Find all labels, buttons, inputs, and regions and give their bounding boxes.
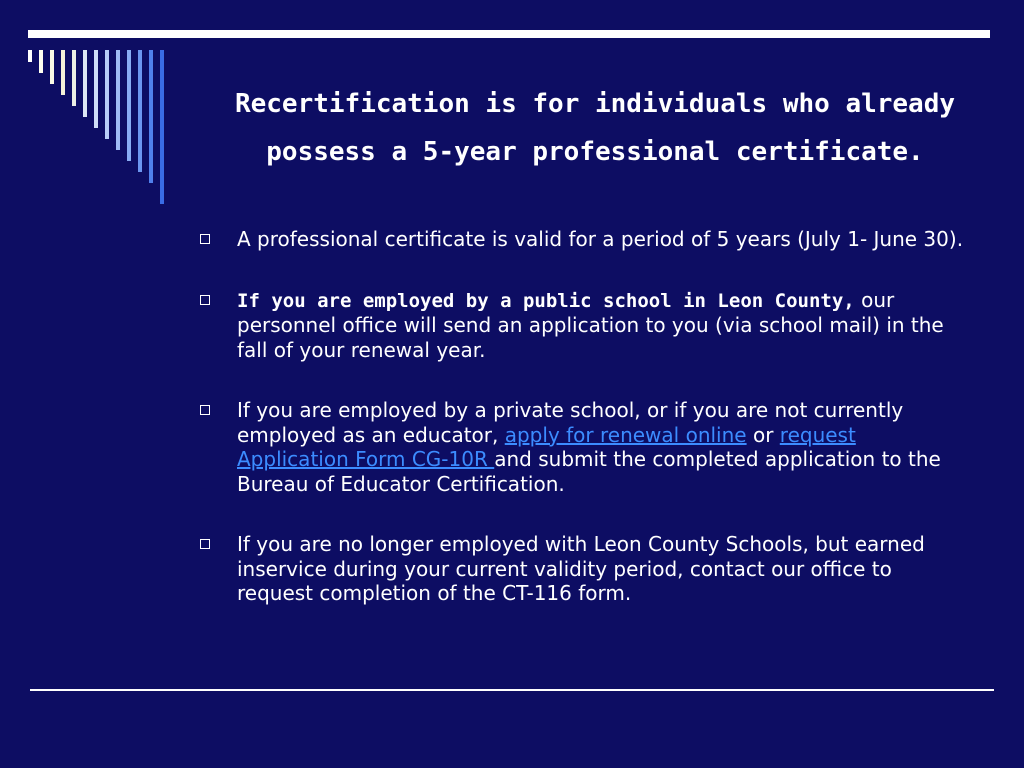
stripe [39,50,43,73]
bullet-text: or [746,422,780,447]
stripe [138,50,142,172]
bullet-text: and submit the completed application to the Bureau of Educator Certification. [237,447,941,496]
square-bullet-icon [200,295,210,305]
apply-renewal-online-link[interactable]: apply for renewal online [504,422,747,447]
bullet-item [198,227,968,252]
stripe [127,50,131,161]
stripe [105,50,109,139]
stripe [94,50,98,128]
square-bullet-icon [200,405,210,415]
bullet-text: If you are no longer employed with Leon County Schools, but earned inservice during your current validity period, contact our office to request completion of the CT-116 form. [237,532,925,605]
square-bullet-icon [200,539,210,549]
bullet-text: our personnel office will send an application to you (via school mail) in the fall of your renewal year. [237,287,944,362]
slide-title: Recertification is for individuals who already possess a 5-year professional certificate. [234,89,956,167]
bullet-list [198,227,968,642]
bullet-bold-lead: If you are employed by a public school in Leon County, [237,289,855,312]
bottom-divider [30,689,994,691]
bullet-text: If you are employed by a private school, or if you are not currently employed as an educator, [237,398,904,447]
bullet-item [198,288,968,363]
stripe [160,50,164,204]
stripe [149,50,153,183]
stripe [72,50,76,106]
stripe [83,50,87,117]
stripe [50,50,54,84]
stripe [61,50,65,95]
stripe [116,50,120,150]
bullet-text: A professional certificate is valid for a period of 5 years (July 1- June 30). [237,227,964,251]
top-divider [28,30,990,38]
bullet-item [198,398,968,496]
request-form-cg10r-link[interactable]: request Application Form CG-10R [237,422,856,471]
square-bullet-icon [200,234,210,244]
stripe [28,50,32,62]
bullet-item [198,532,968,606]
